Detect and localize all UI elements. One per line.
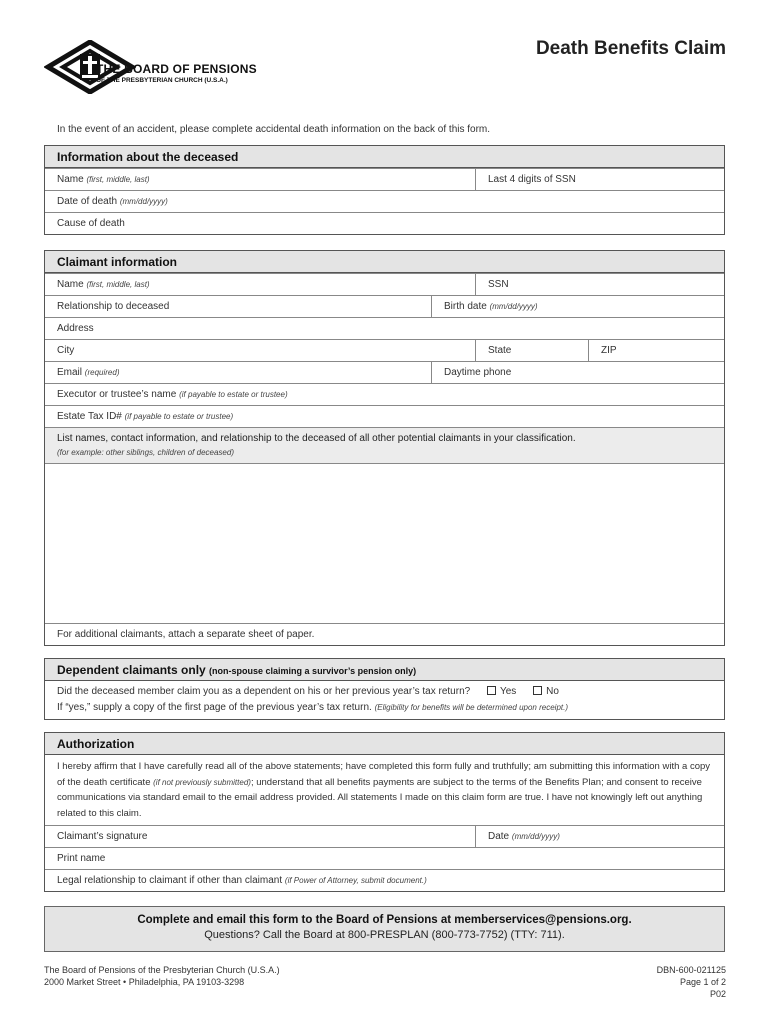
cause-of-death-field[interactable] (45, 213, 724, 234)
claimant-name-field[interactable] (45, 274, 475, 295)
city-field[interactable] (45, 340, 475, 361)
note-text: For additional claimants, attach a separate sheet of paper. (57, 629, 315, 640)
version-code: P02 (709, 989, 726, 999)
org-subtitle: OF THE PRESBYTERIAN CHURCH (U.S.A.) (96, 77, 228, 84)
deceased-ssn4-field[interactable] (475, 169, 724, 190)
field-label: Address (57, 323, 94, 334)
field-label: Legal relationship to claimant if other than claimant (57, 875, 283, 886)
form-row (45, 623, 724, 645)
section-heading: Authorization (45, 733, 724, 755)
question-text: Did the deceased member claim you as a dependent on his or her previous year’s tax return? (57, 686, 471, 697)
no-label: No (546, 686, 559, 697)
birth-date-field[interactable] (431, 296, 724, 317)
no-checkbox[interactable] (533, 686, 542, 695)
field-label: ZIP (601, 345, 617, 356)
instruction-text: List names, contact information, and relationship to the deceased of all other potential claimants in your classification. (57, 433, 576, 444)
dependent-section (44, 658, 725, 720)
instruction-text: If “yes,” supply a copy of the first page of the previous year’s tax return. (57, 702, 372, 713)
section-heading (45, 659, 724, 681)
dependent-question (45, 681, 724, 719)
contact-phone-text: Questions? Call the Board at 800-PRESPLAN (800-773-7752) (TTY: 711). (204, 929, 565, 941)
form-row (45, 361, 724, 383)
address-field[interactable] (45, 318, 724, 339)
intro-text: In the event of an accident, please complete accidental death information on the back of this form. (57, 124, 491, 135)
other-claimants-textarea[interactable] (45, 463, 724, 623)
address-line: 2000 Market Street • Philadelphia, PA 19103-3298 (44, 977, 245, 987)
page-number: Page 1 of 2 (679, 977, 726, 987)
zip-field[interactable] (588, 340, 724, 361)
form-row (45, 190, 724, 212)
field-label: Estate Tax ID# (57, 411, 122, 422)
form-row (45, 295, 724, 317)
deceased-name-field[interactable] (45, 169, 475, 190)
field-label: State (488, 345, 512, 356)
field-label: Birth date (444, 301, 487, 312)
yes-checkbox[interactable] (487, 686, 496, 695)
claimant-ssn-field[interactable] (475, 274, 724, 295)
page-title: Death Benefits Claim (535, 38, 726, 59)
form-row (45, 383, 724, 405)
field-label: SSN (488, 279, 509, 290)
form-number: DBN-600-021125 (656, 965, 726, 975)
form-row (45, 317, 724, 339)
field-hint: (mm/dd/yyyy) (489, 302, 538, 311)
heading-subtext: (non-spouse claiming a survivor’s pension only) (209, 666, 417, 676)
daytime-phone-field[interactable] (431, 362, 724, 383)
print-name-field[interactable] (45, 848, 724, 869)
field-hint: (if payable to estate or trustee) (124, 412, 234, 421)
yes-label: Yes (499, 686, 517, 697)
signature-date-field[interactable] (475, 826, 724, 847)
signature-field[interactable] (45, 826, 475, 847)
field-hint: (first, middle, last) (86, 175, 150, 184)
heading-text: Dependent claimants only (57, 663, 206, 677)
org-name: THE BOARD OF PENSIONS (96, 62, 257, 76)
field-label: Cause of death (57, 218, 125, 229)
date-of-death-field[interactable] (45, 191, 724, 212)
field-label: Relationship to deceased (57, 301, 170, 312)
field-label: Date (488, 831, 510, 842)
additional-claimants-note (45, 624, 724, 645)
field-hint: (if payable to estate or trustee) (179, 390, 288, 399)
field-label: Name (57, 279, 84, 290)
field-hint: (mm/dd/yyyy) (119, 197, 168, 206)
field-label: Claimant’s signature (57, 831, 148, 842)
authorization-text-a: I hereby affirm that I have carefully read all of the above statements; have completed this form fully and truthfully; am submitting this information with a copy of the death certificate (57, 761, 711, 788)
legal-relationship-field[interactable] (45, 870, 724, 891)
address-line: The Board of Pensions of the Presbyterian Church (U.S.A.) (44, 965, 280, 975)
form-row (45, 825, 724, 847)
field-label: Email (57, 367, 83, 378)
field-label: Daytime phone (444, 367, 512, 378)
form-row (45, 339, 724, 361)
deceased-section (44, 145, 725, 235)
executor-name-field[interactable] (45, 384, 724, 405)
instruction-hint: (for example: other siblings, children of deceased) (57, 448, 234, 457)
form-row (45, 405, 724, 427)
state-field[interactable] (475, 340, 588, 361)
section-heading: Information about the deceased (45, 146, 724, 168)
field-hint: (if Power of Attorney, submit document.) (284, 876, 427, 885)
claimant-section (44, 250, 725, 646)
field-label: Executor or trustee’s name (57, 389, 177, 400)
relationship-field[interactable] (45, 296, 431, 317)
submission-instructions (44, 906, 725, 952)
authorization-hint: (if not previously submitted) (153, 777, 251, 787)
field-label: Print name (57, 853, 106, 864)
instruction-hint: (Eligibility for benefits will be determined upon receipt.) (374, 703, 569, 712)
authorization-text (45, 755, 724, 825)
field-hint: (required) (84, 368, 120, 377)
field-label: City (57, 345, 75, 356)
field-hint: (first, middle, last) (86, 280, 150, 289)
form-row (45, 847, 724, 869)
form-row (45, 869, 724, 891)
authorization-section (44, 732, 725, 892)
field-label: Last 4 digits of SSN (488, 174, 576, 185)
section-heading: Claimant information (45, 251, 724, 273)
submission-email-text: Complete and email this form to the Board of Pensions at memberservices@pensions.org. (137, 914, 632, 926)
form-row (45, 212, 724, 234)
field-label: Name (57, 174, 84, 185)
email-field[interactable] (45, 362, 431, 383)
estate-tax-id-field[interactable] (45, 406, 724, 427)
field-hint: (mm/dd/yyyy) (511, 832, 560, 841)
authorization-text-b: ; understand that all benefits payments are subject to the terms of the Benefits Plan; and consent to receive communications via standard email to the email address provided. All statements I made on this claim form are true. I have not knowingly left out anything related to this claim. (57, 776, 703, 819)
org-address (44, 964, 280, 988)
form-code (657, 964, 726, 1000)
field-label: Date of death (57, 196, 118, 207)
form-row (45, 168, 724, 190)
form-row (45, 273, 724, 295)
other-claimants-instruction (45, 427, 724, 463)
